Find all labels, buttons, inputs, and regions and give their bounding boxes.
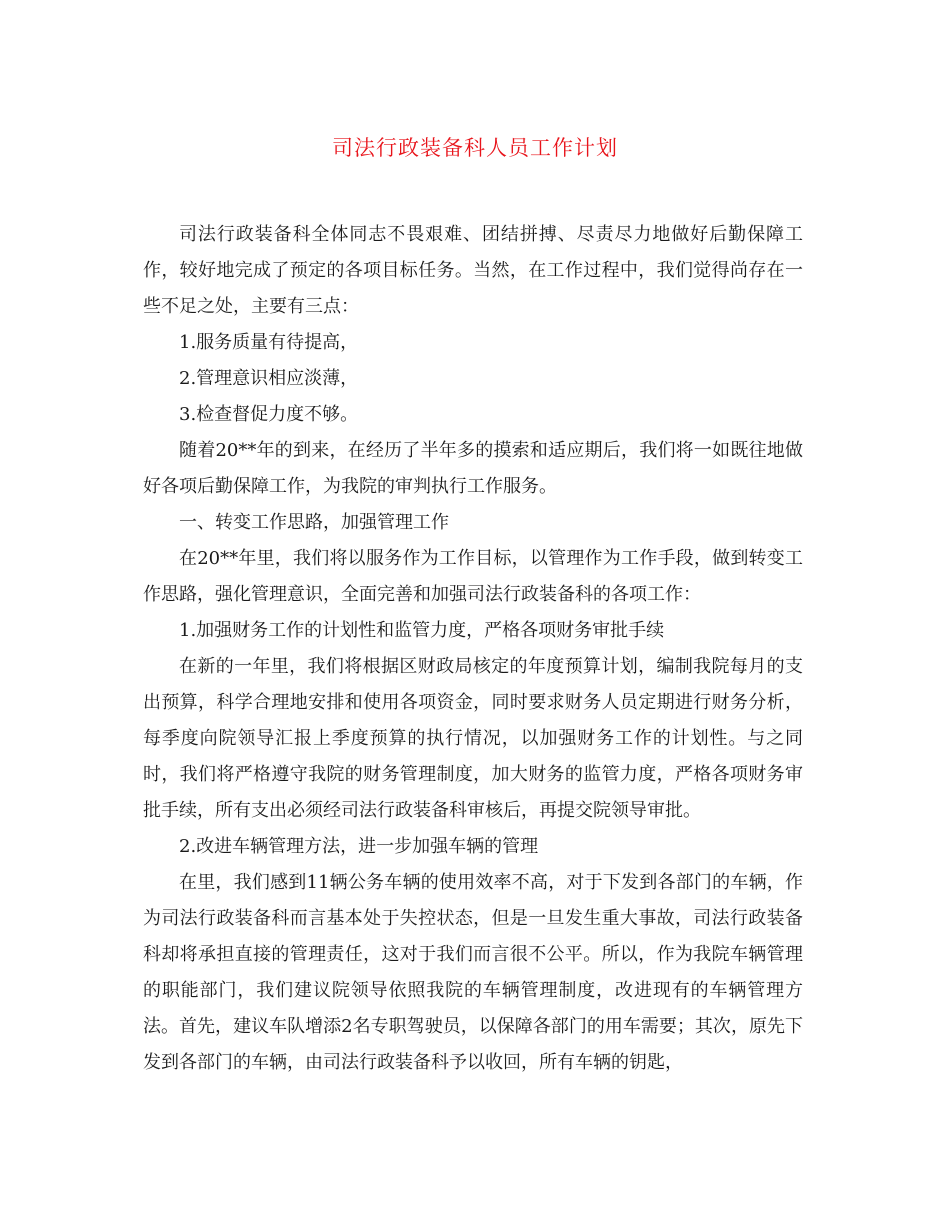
- paragraph-intro: 司法行政装备科全体同志不畏艰难、团结拼搏、尽责尽力地做好后勤保障工作，较好地完成了预定的各项目标任务。当然，在工作过程中，我们觉得尚存在一些不足之处，主要有三点：: [143, 224, 803, 317]
- subheading-finance: 1.加强财务工作的计划性和监管力度，严格各项财务审批手续: [179, 620, 665, 641]
- paragraph-outlook: 随着20**年的到来，在经历了半年多的摸索和适应期后，我们将一如既往地做好各项后勤保障工作，为我院的审判执行工作服务。: [143, 440, 803, 497]
- subheading-vehicles: 2.改进车辆管理方法，进一步加强车辆的管理: [179, 836, 539, 857]
- paragraph-item-2: 2.管理意识相应淡薄，: [179, 368, 359, 389]
- paragraph-item-3: 3.检查督促力度不够。: [179, 404, 359, 425]
- paragraph-section-1: 在20**年里，我们将以服务作为工作目标，以管理作为工作手段，做到转变工作思路，强化管理意识，全面完善和加强司法行政装备科的各项工作：: [143, 548, 803, 605]
- section-heading-1: 一、转变工作思路，加强管理工作: [179, 512, 449, 533]
- document-title: 司法行政装备科人员工作计划: [332, 136, 618, 160]
- paragraph-vehicles: 在里，我们感到11辆公务车辆的使用效率不高，对于下发到各部门的车辆，作为司法行政装备科而言基本处于失控状态，但是一旦发生重大事故，司法行政装备科却将承担直接的管理责任，这对于我们而言很不公平。所以，作为我院车辆管理的职能部门，我们建议院领导依照我院的车辆管理制度，改进现有的车辆管理方法。首先，建议车队增添2名专职驾驶员，以保障各部门的用车需要；其次，原先下发到各部门的车辆，由司法行政装备科予以收回，所有车辆的钥匙，: [143, 872, 803, 1073]
- paragraph-item-1: 1.服务质量有待提高，: [179, 332, 359, 353]
- paragraph-finance: 在新的一年里，我们将根据区财政局核定的年度预算计划，编制我院每月的支出预算，科学合理地安排和使用各项资金，同时要求财务人员定期进行财务分析，每季度向院领导汇报上季度预算的执行情况，以加强财务工作的计划性。与之同时，我们将严格遵守我院的财务管理制度，加大财务的监管力度，严格各项财务审批手续，所有支出必须经司法行政装备科审核后，再提交院领导审批。: [143, 656, 803, 821]
- document-body: [143, 217, 803, 1081]
